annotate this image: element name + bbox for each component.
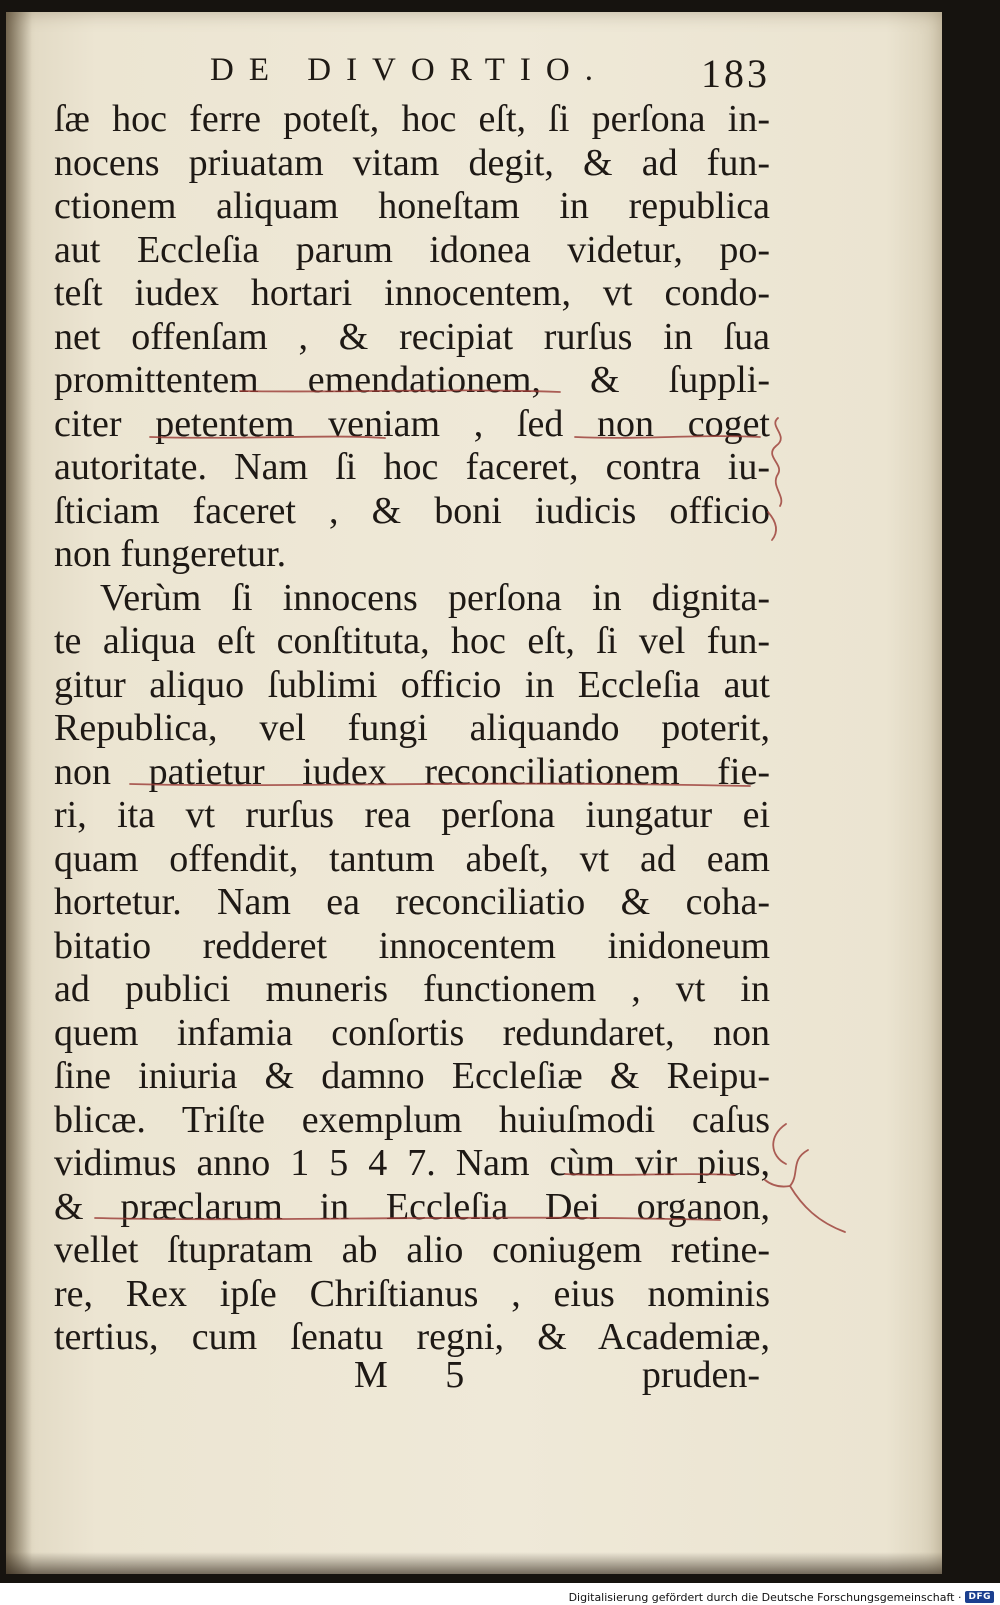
text-line: gitur aliquo ſublimi officio in Eccleſia aut (54, 663, 770, 706)
text-line: teſt iudex hortari innocentem, vt condo- (54, 272, 770, 314)
text-line: ſine iniuria & damno Eccleſiæ & Reipu- (54, 1055, 770, 1097)
dfg-logo: DFG (965, 1591, 994, 1603)
text-line: blicæ. Triſte exemplum huiuſmodi caſus (54, 1098, 770, 1141)
text-line: nocens priuatam vitam degit, & ad fun- (54, 141, 770, 184)
text-line: ctionem aliquam honeſtam in republica (54, 185, 770, 227)
text-line: te aliqua eſt conſtituta, hoc eſt, ſi vel fun- (54, 620, 770, 662)
text-line: re, Rex ipſe Chriſtianus , eius nominis (54, 1272, 770, 1315)
text-line: citer petentem veniam , ſed non coget (54, 402, 770, 445)
page-bottom-edge (6, 1552, 942, 1574)
gutter-shadow (6, 12, 32, 1574)
page-number: 183 (701, 51, 770, 96)
text-line: & præclarum in Eccleſia Dei organon, (54, 1185, 770, 1228)
body-text (54, 98, 770, 1360)
digitization-credit (569, 1589, 994, 1605)
catch-line (54, 1353, 770, 1399)
credit-text: Digitalisierung gefördert durch die Deutsche Forschungsgemeinschaft · (568, 1590, 962, 1604)
text-line: bitatio redderet innocentem inidoneum (54, 924, 770, 967)
text-line: net offenſam , & recipiat rurſus in ſua (54, 315, 770, 358)
text-line: vidimus anno 1 5 4 7. Nam cùm vir pius, (54, 1142, 770, 1184)
text-line: non patietur iudex reconciliationem fie- (54, 750, 770, 793)
text-line: promittentem emendationem, & ſuppli- (54, 359, 770, 401)
text-line: vellet ſtupratam ab alio coniugem retine- (54, 1229, 770, 1271)
text-line: Verùm ſi innocens perſona in dignita- (100, 576, 770, 619)
text-line: ſticiam faceret , & boni iudicis officio (54, 489, 770, 532)
page-header (210, 52, 770, 98)
running-title: DE DIVORTIO. (210, 52, 608, 88)
text-line: ri, ita vt rurſus rea perſona iungatur ei (54, 794, 770, 836)
text-line: ſæ hoc ferre poteſt, hoc eſt, ſi perſona in- (54, 98, 770, 140)
text-line: tertius, cum ſenatu regni, & Academiæ, (54, 1316, 770, 1358)
signature-mark: M 5 (354, 1354, 489, 1396)
text-line: quem infamia conſortis redundaret, non (54, 1011, 770, 1054)
text-line: hortetur. Nam ea reconciliatio & coha- (54, 881, 770, 923)
text-line: ad publici muneris functionem , vt in (54, 968, 770, 1010)
text-line: quam offendit, tantum abeſt, vt ad eam (54, 837, 770, 880)
text-line: Republica, vel fungi aliquando poterit, (54, 707, 770, 749)
text-line: autoritate. Nam ſi hoc faceret, contra iu- (54, 446, 770, 488)
text-line: non fungeretur. (54, 533, 287, 575)
catchword: pruden- (641, 1354, 760, 1396)
text-line: aut Eccleſia parum idonea videtur, po- (54, 228, 770, 271)
